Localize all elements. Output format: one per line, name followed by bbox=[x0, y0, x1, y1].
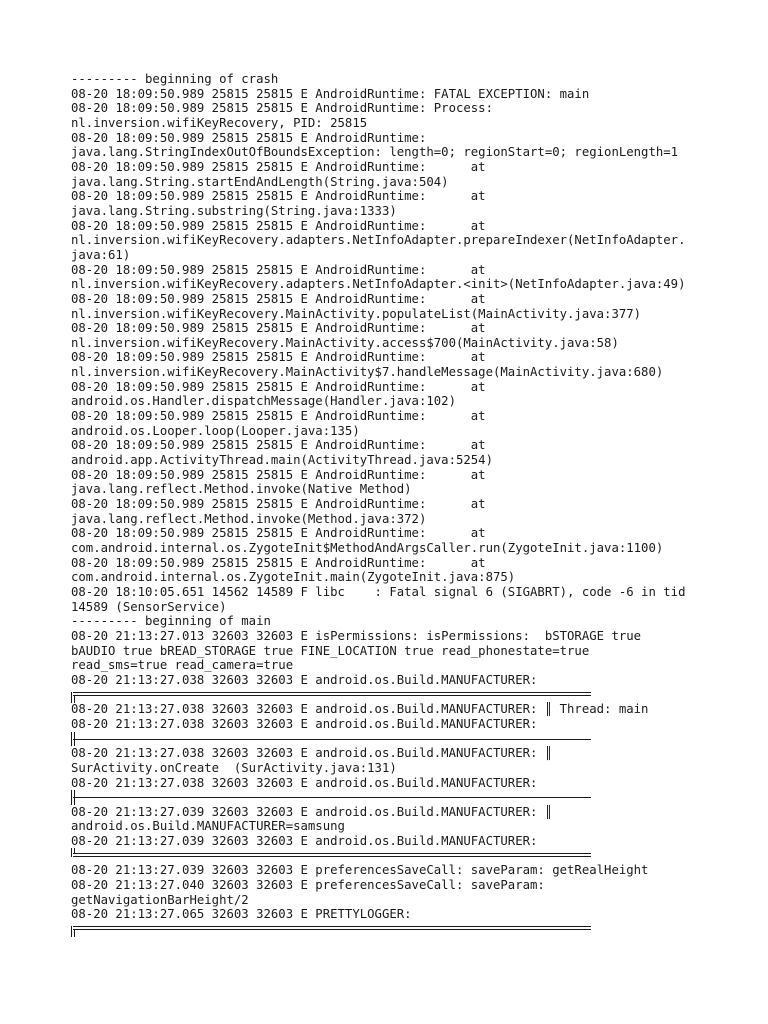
log-line: android.os.Looper.loop(Looper.java:135) bbox=[71, 423, 360, 438]
log-line: 08-20 18:09:50.989 25815 25815 E AndroidRuntime: at bbox=[71, 291, 486, 306]
log-line: --------- beginning of crash bbox=[71, 72, 279, 86]
log-line: 08-20 21:13:27.039 32603 32603 E preferencesSaveCall: saveParam: getRealHeight bbox=[71, 863, 649, 878]
log-line: com.android.internal.os.ZygoteInit.main(ZygoteInit.java:875) bbox=[71, 570, 516, 585]
box-top-border bbox=[71, 922, 711, 937]
log-line: 08-20 18:09:50.989 25815 25815 E AndroidRuntime: at bbox=[71, 189, 486, 204]
log-line: 08-20 18:09:50.989 25815 25815 E AndroidRuntime: at bbox=[71, 409, 486, 424]
box-divider bbox=[71, 790, 711, 805]
log-line: nl.inversion.wifiKeyRecovery.adapters.NetInfoAdapter.prepareIndexer(NetInfoAdapter. bbox=[71, 233, 686, 248]
log-line: 08-20 21:13:27.038 32603 32603 E android.os.Build.MANUFACTURER: bbox=[71, 672, 538, 687]
log-line: 08-20 21:13:27.038 32603 32603 E android.os.Build.MANUFACTURER: ║ bbox=[71, 746, 553, 761]
log-line: 08-20 18:09:50.989 25815 25815 E AndroidRuntime: at bbox=[71, 379, 486, 394]
log-line: 08-20 18:09:50.989 25815 25815 E AndroidRuntime: at bbox=[71, 438, 486, 453]
log-line: 08-20 18:09:50.989 25815 25815 E AndroidRuntime: FATAL EXCEPTION: main bbox=[71, 86, 590, 101]
log-line: java.lang.reflect.Method.invoke(Method.java:372) bbox=[71, 511, 427, 526]
log-line: 08-20 21:13:27.039 32603 32603 E android.os.Build.MANUFACTURER: ║ bbox=[71, 804, 553, 819]
log-line: nl.inversion.wifiKeyRecovery.MainActivity$7.handleMessage(MainActivity.java:680) bbox=[71, 365, 664, 380]
log-line: java.lang.reflect.Method.invoke(Native Method) bbox=[71, 482, 412, 497]
log-line: 08-20 18:10:05.651 14562 14589 F libc : Fatal signal 6 (SIGABRT), code -6 in tid bbox=[71, 584, 686, 599]
log-line: 08-20 18:09:50.989 25815 25815 E AndroidRuntime: at bbox=[71, 218, 486, 233]
log-line: nl.inversion.wifiKeyRecovery.adapters.NetInfoAdapter.<init>(NetInfoAdapter.java:49) bbox=[71, 277, 686, 292]
log-line: java.lang.StringIndexOutOfBoundsException: length=0; regionStart=0; regionLength=1 bbox=[71, 145, 679, 160]
log-line: 08-20 18:09:50.989 25815 25815 E AndroidRuntime: at bbox=[71, 262, 486, 277]
log-document bbox=[71, 72, 711, 937]
log-line: 08-20 18:09:50.989 25815 25815 E AndroidRuntime: at bbox=[71, 526, 486, 541]
log-line: 08-20 18:09:50.989 25815 25815 E AndroidRuntime: at bbox=[71, 159, 486, 174]
log-line: android.app.ActivityThread.main(ActivityThread.java:5254) bbox=[71, 453, 493, 468]
log-line: --------- beginning of main bbox=[71, 614, 271, 629]
log-line: 08-20 21:13:27.038 32603 32603 E android.os.Build.MANUFACTURER: ║ Thread: main bbox=[71, 702, 649, 717]
log-line: java.lang.String.startEndAndLength(String.java:504) bbox=[71, 174, 449, 189]
log-line: 08-20 21:13:27.013 32603 32603 E isPermissions: isPermissions: bSTORAGE true bbox=[71, 628, 642, 643]
log-line: 08-20 21:13:27.040 32603 32603 E preferencesSaveCall: saveParam: bbox=[71, 878, 545, 893]
log-line: 14589 (SensorService) bbox=[71, 599, 227, 614]
log-line: 08-20 18:09:50.989 25815 25815 E AndroidRuntime: at bbox=[71, 321, 486, 336]
log-line: 08-20 21:13:27.065 32603 32603 E PRETTYLOGGER: bbox=[71, 907, 412, 922]
log-line: 08-20 18:09:50.989 25815 25815 E AndroidRuntime: at bbox=[71, 497, 486, 512]
log-line: getNavigationBarHeight/2 bbox=[71, 892, 249, 907]
log-line: 08-20 18:09:50.989 25815 25815 E AndroidRuntime: at bbox=[71, 467, 486, 482]
log-line: 08-20 21:13:27.039 32603 32603 E android.os.Build.MANUFACTURER: bbox=[71, 834, 538, 849]
box-bottom-border bbox=[71, 849, 711, 864]
log-line: bAUDIO true bREAD_STORAGE true FINE_LOCATION true read_phonestate=true bbox=[71, 643, 590, 658]
log-line: java.lang.String.substring(String.java:1333) bbox=[71, 203, 397, 218]
log-line: nl.inversion.wifiKeyRecovery, PID: 25815 bbox=[71, 115, 368, 130]
log-line: SurActivity.onCreate (SurActivity.java:131) bbox=[71, 760, 397, 775]
log-line: read_sms=true read_camera=true bbox=[71, 658, 294, 673]
box-top-border bbox=[71, 688, 711, 703]
log-line: 08-20 18:09:50.989 25815 25815 E AndroidRuntime: bbox=[71, 130, 427, 145]
log-line: 08-20 18:09:50.989 25815 25815 E AndroidRuntime: at bbox=[71, 350, 486, 365]
log-line: java:61) bbox=[71, 247, 131, 262]
log-line: com.android.internal.os.ZygoteInit$MethodAndArgsCaller.run(ZygoteInit.java:1100) bbox=[71, 541, 664, 555]
log-line: nl.inversion.wifiKeyRecovery.MainActivity.populateList(MainActivity.java:377) bbox=[71, 306, 642, 321]
log-line: 08-20 21:13:27.038 32603 32603 E android.os.Build.MANUFACTURER: bbox=[71, 716, 538, 731]
log-line: 08-20 18:09:50.989 25815 25815 E AndroidRuntime: Process: bbox=[71, 101, 493, 116]
box-divider bbox=[71, 732, 711, 747]
log-line: android.os.Build.MANUFACTURER=samsung bbox=[71, 819, 345, 834]
log-line: 08-20 21:13:27.038 32603 32603 E android.os.Build.MANUFACTURER: bbox=[71, 775, 538, 790]
log-line: nl.inversion.wifiKeyRecovery.MainActivity.access$700(MainActivity.java:58) bbox=[71, 335, 619, 350]
log-line: 08-20 18:09:50.989 25815 25815 E AndroidRuntime: at bbox=[71, 555, 486, 570]
log-line: android.os.Handler.dispatchMessage(Handler.java:102) bbox=[71, 394, 456, 409]
